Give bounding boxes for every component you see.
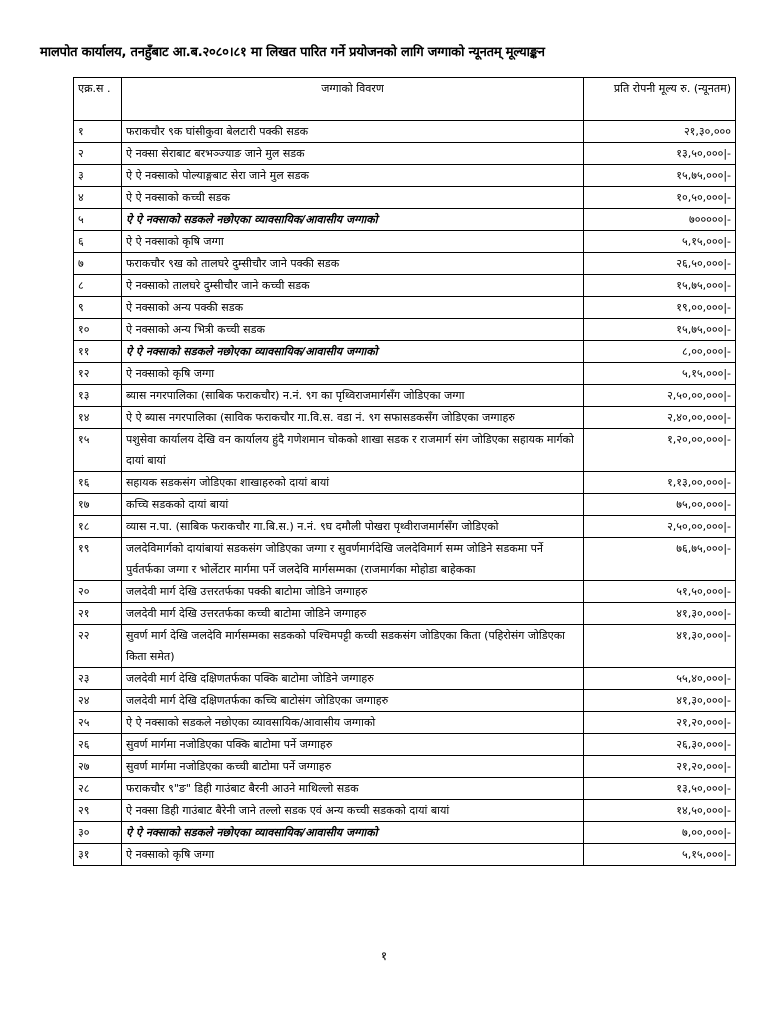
table-row	[74, 341, 736, 363]
table-row	[74, 165, 736, 187]
row-description-cell: जलदेवी मार्ग देखि उत्तरतर्फका कच्ची बाटोमा जोडिने जग्गाहरु	[122, 603, 584, 625]
row-sn-cell: २६	[74, 734, 122, 756]
row-sn-cell: १५	[74, 429, 122, 472]
row-sn-cell: ३	[74, 165, 122, 187]
row-description-cell: फराकचौर ९"ङ" डिही गाउंबाट बैरनी आउने माथिल्लो सडक	[122, 778, 584, 800]
row-sn-cell: १२	[74, 363, 122, 385]
row-sn-cell: १८	[74, 516, 122, 538]
row-price-cell: २,५०,००,०००|-	[584, 385, 736, 407]
row-price-cell: ४१,३०,०००|-	[584, 625, 736, 668]
table-row	[74, 822, 736, 844]
row-sn-cell: १	[74, 121, 122, 143]
table-row	[74, 625, 736, 668]
row-description-cell: ऐ ऐ नक्साको पोल्याङ्गबाट सेरा जाने मुल सडक	[122, 165, 584, 187]
table-row	[74, 800, 736, 822]
row-price-cell: १५,७५,०००|-	[584, 275, 736, 297]
row-description-cell: ऐ नक्साको अन्य पक्की सडक	[122, 297, 584, 319]
row-description-cell: जलदेवी मार्ग देखि दक्षिणतर्फका पक्कि बाटोमा जोडिने जग्गाहरु	[122, 668, 584, 690]
table-row	[74, 187, 736, 209]
row-price-cell: २१,२०,०००|-	[584, 756, 736, 778]
table-row	[74, 143, 736, 165]
row-description-cell: ब्यास नगरपालिका (साबिक फराकचौर) न.नं. ९ग का पृथ्विराजमार्गसँग जोडिएका जग्गा	[122, 385, 584, 407]
row-description-cell: ऐ ऐ ब्यास नगरपालिका (साविक फराकचौर गा.वि.स. वडा नं. ९ग सफासडकसँग जोडिएका जग्गाहरु	[122, 407, 584, 429]
row-sn-cell: १४	[74, 407, 122, 429]
row-description-cell: ऐ नक्सा सेराबाट बरभञ्ज्याङ जाने मुल सडक	[122, 143, 584, 165]
row-price-cell: २,४०,००,०००|-	[584, 407, 736, 429]
row-sn-cell: १९	[74, 538, 122, 581]
row-sn-cell: २	[74, 143, 122, 165]
row-description-cell: कच्चि सडकको दायां बायां	[122, 494, 584, 516]
table-row	[74, 121, 736, 143]
row-description-cell: सुवर्ण मार्गमा नजोडिएका कच्ची बाटोमा पर्ने जग्गाहरु	[122, 756, 584, 778]
row-sn-cell: ३०	[74, 822, 122, 844]
row-price-cell: ५५,४०,०००|-	[584, 668, 736, 690]
row-description-cell: सुवर्ण मार्ग देखि जलदेवि मार्गसम्मका सडकको पश्चिमपट्टी कच्ची सडकसंग जोडिएका किता (पहिरोसंग जोडिएका किता समेत)	[122, 625, 584, 668]
row-description-cell: ऐ नक्साको अन्य भित्री कच्ची सडक	[122, 319, 584, 341]
table-row	[74, 734, 736, 756]
page-number: १	[380, 949, 388, 963]
table-header-row	[74, 78, 736, 121]
row-sn-cell: १७	[74, 494, 122, 516]
row-description-cell: ऐ नक्साको कृषि जग्गा	[122, 363, 584, 385]
row-description-cell: ऐ ऐ नक्साको कृषि जग्गा	[122, 231, 584, 253]
row-sn-cell: २५	[74, 712, 122, 734]
row-description-cell: ऐ नक्साको कृषि जग्गा	[122, 844, 584, 866]
table-row	[74, 275, 736, 297]
row-sn-cell: १६	[74, 472, 122, 494]
row-sn-cell: २०	[74, 581, 122, 603]
row-price-cell: २६,३०,०००|-	[584, 734, 736, 756]
row-sn-cell: १३	[74, 385, 122, 407]
row-price-cell: ५,१५,०००|-	[584, 844, 736, 866]
row-price-cell: २,५०,००,०००|-	[584, 516, 736, 538]
row-sn-cell: २८	[74, 778, 122, 800]
row-description-cell: जलदेविमार्गको दायांबायां सडकसंग जोडिएका जग्गा र सुवर्णमार्गदेखि जलदेविमार्ग सम्म जोडिने सडकमा पर्ने पुर्वतर्फका जग्गा र भोर्लेटार मार्गमा पर्ने जलदेवि मार्गसम्मका (राजमार्गका मोहोडा बाहेकका	[122, 538, 584, 581]
row-description-cell: ऐ ऐ नक्साको सडकले नछोएका व्यावसायिक/आवासीय जग्गाको	[122, 341, 584, 363]
table-row	[74, 319, 736, 341]
row-sn-cell: १०	[74, 319, 122, 341]
row-sn-cell: २२	[74, 625, 122, 668]
row-description-cell: फराकचौर ९क घांसीकुवा बेलटारी पक्की सडक	[122, 121, 584, 143]
header-price: प्रति रोपनी मूल्य रु. (न्यूनतम)	[584, 78, 736, 121]
row-price-cell: १४,५०,०००|-	[584, 800, 736, 822]
row-description-cell: ऐ नक्साको तालघरे दुम्सीचौर जाने कच्ची सडक	[122, 275, 584, 297]
row-description-cell: ऐ ऐ नक्साको कच्ची सडक	[122, 187, 584, 209]
header-description: जग्गाको विवरण	[122, 78, 584, 121]
table-row	[74, 756, 736, 778]
table-row	[74, 297, 736, 319]
row-price-cell: ७५,००,०००|-	[584, 494, 736, 516]
row-price-cell: ७६,७५,०००|-	[584, 538, 736, 581]
row-description-cell: ऐ ऐ नक्साको सडकले नछोएका व्यावसायिक/आवासीय जग्गाको	[122, 209, 584, 231]
table-row	[74, 844, 736, 866]
table-row	[74, 209, 736, 231]
row-description-cell: सुवर्ण मार्गमा नजोडिएका पक्कि बाटोमा पर्ने जग्गाहरु	[122, 734, 584, 756]
table-row	[74, 603, 736, 625]
row-price-cell: १९,००,०००|-	[584, 297, 736, 319]
table-row	[74, 472, 736, 494]
row-price-cell: ८,००,०००|-	[584, 341, 736, 363]
row-price-cell: २६,५०,०००|-	[584, 253, 736, 275]
table-row	[74, 712, 736, 734]
row-price-cell: २१,२०,०००|-	[584, 712, 736, 734]
row-price-cell: १५,७५,०००|-	[584, 165, 736, 187]
row-sn-cell: ११	[74, 341, 122, 363]
table-body	[74, 121, 736, 866]
row-description-cell: फराकचौर ९ख को तालघरे दुम्सीचौर जाने पक्की सडक	[122, 253, 584, 275]
row-sn-cell: ४	[74, 187, 122, 209]
row-description-cell: जलदेवी मार्ग देखि उत्तरतर्फका पक्की बाटोमा जोडिने जग्गाहरु	[122, 581, 584, 603]
row-price-cell: २१,३०,०००	[584, 121, 736, 143]
row-price-cell: ५,१५,०००|-	[584, 231, 736, 253]
row-sn-cell: ९	[74, 297, 122, 319]
table-row	[74, 231, 736, 253]
row-price-cell: १,२०,००,०००|-	[584, 429, 736, 472]
row-price-cell: ५१,५०,०००|-	[584, 581, 736, 603]
row-price-cell: १०,५०,०००|-	[584, 187, 736, 209]
row-description-cell: ऐ ऐ नक्साको सडकले नछोएका व्यावसायिक/आवासीय जग्गाको	[122, 712, 584, 734]
row-sn-cell: ५	[74, 209, 122, 231]
row-sn-cell: ६	[74, 231, 122, 253]
row-description-cell: सहायक सडकसंग जोडिएका शाखाहरुको दायां बायां	[122, 472, 584, 494]
row-sn-cell: ३१	[74, 844, 122, 866]
row-description-cell: ऐ नक्सा डिही गाउंबाट बैरेनी जाने तल्लो सडक एवं अन्य कच्ची सडकको दायां बायां	[122, 800, 584, 822]
page-title: मालपोत कार्यालय, तनहुँबाट आ.ब.२०८०।८१ मा लिखत पारित गर्ने प्रयोजनको लागि जग्गाको न्यूनतम् मूल्याङ्कन	[40, 45, 545, 60]
table-row	[74, 668, 736, 690]
row-price-cell: १५,७५,०००|-	[584, 319, 736, 341]
row-sn-cell: २३	[74, 668, 122, 690]
row-price-cell: १३,५०,०००|-	[584, 143, 736, 165]
row-sn-cell: ७	[74, 253, 122, 275]
table-row	[74, 363, 736, 385]
table-row	[74, 690, 736, 712]
table-row	[74, 516, 736, 538]
row-description-cell: व्यास न.पा. (साबिक फराकचौर गा.बि.स.) न.नं. ९घ दमौली पोखरा पृथ्वीराजमार्गसँग जोडिएको	[122, 516, 584, 538]
row-price-cell: ४१,३०,०००|-	[584, 603, 736, 625]
row-sn-cell: २४	[74, 690, 122, 712]
row-sn-cell: ८	[74, 275, 122, 297]
table-row	[74, 581, 736, 603]
row-price-cell: ४१,३०,०००|-	[584, 690, 736, 712]
row-price-cell: ५,१५,०००|-	[584, 363, 736, 385]
table-row	[74, 253, 736, 275]
header-sn: एक्र.स .	[74, 78, 122, 121]
row-sn-cell: २७	[74, 756, 122, 778]
row-price-cell: ७,००,०००|-	[584, 822, 736, 844]
table-row	[74, 385, 736, 407]
land-valuation-table	[73, 77, 736, 866]
row-price-cell: १,१३,००,०००|-	[584, 472, 736, 494]
row-description-cell: पशुसेवा कार्यालय देखि वन कार्यालय हुंदै गणेशमान चोकको शाखा सडक र राजमार्ग संग जोडिएका सहायक मार्गको दायां बायां	[122, 429, 584, 472]
table-row	[74, 778, 736, 800]
row-price-cell: १३,५०,०००|-	[584, 778, 736, 800]
table-row	[74, 429, 736, 472]
row-sn-cell: २१	[74, 603, 122, 625]
table-row	[74, 407, 736, 429]
row-description-cell: जलदेवी मार्ग देखि दक्षिणतर्फका कच्चि बाटोसंग जोडिएका जग्गाहरु	[122, 690, 584, 712]
table-row	[74, 538, 736, 581]
row-description-cell: ऐ ऐ नक्साको सडकले नछोएका व्यावसायिक/आवासीय जग्गाको	[122, 822, 584, 844]
table-row	[74, 494, 736, 516]
row-price-cell: ७०००००|-	[584, 209, 736, 231]
row-sn-cell: २९	[74, 800, 122, 822]
